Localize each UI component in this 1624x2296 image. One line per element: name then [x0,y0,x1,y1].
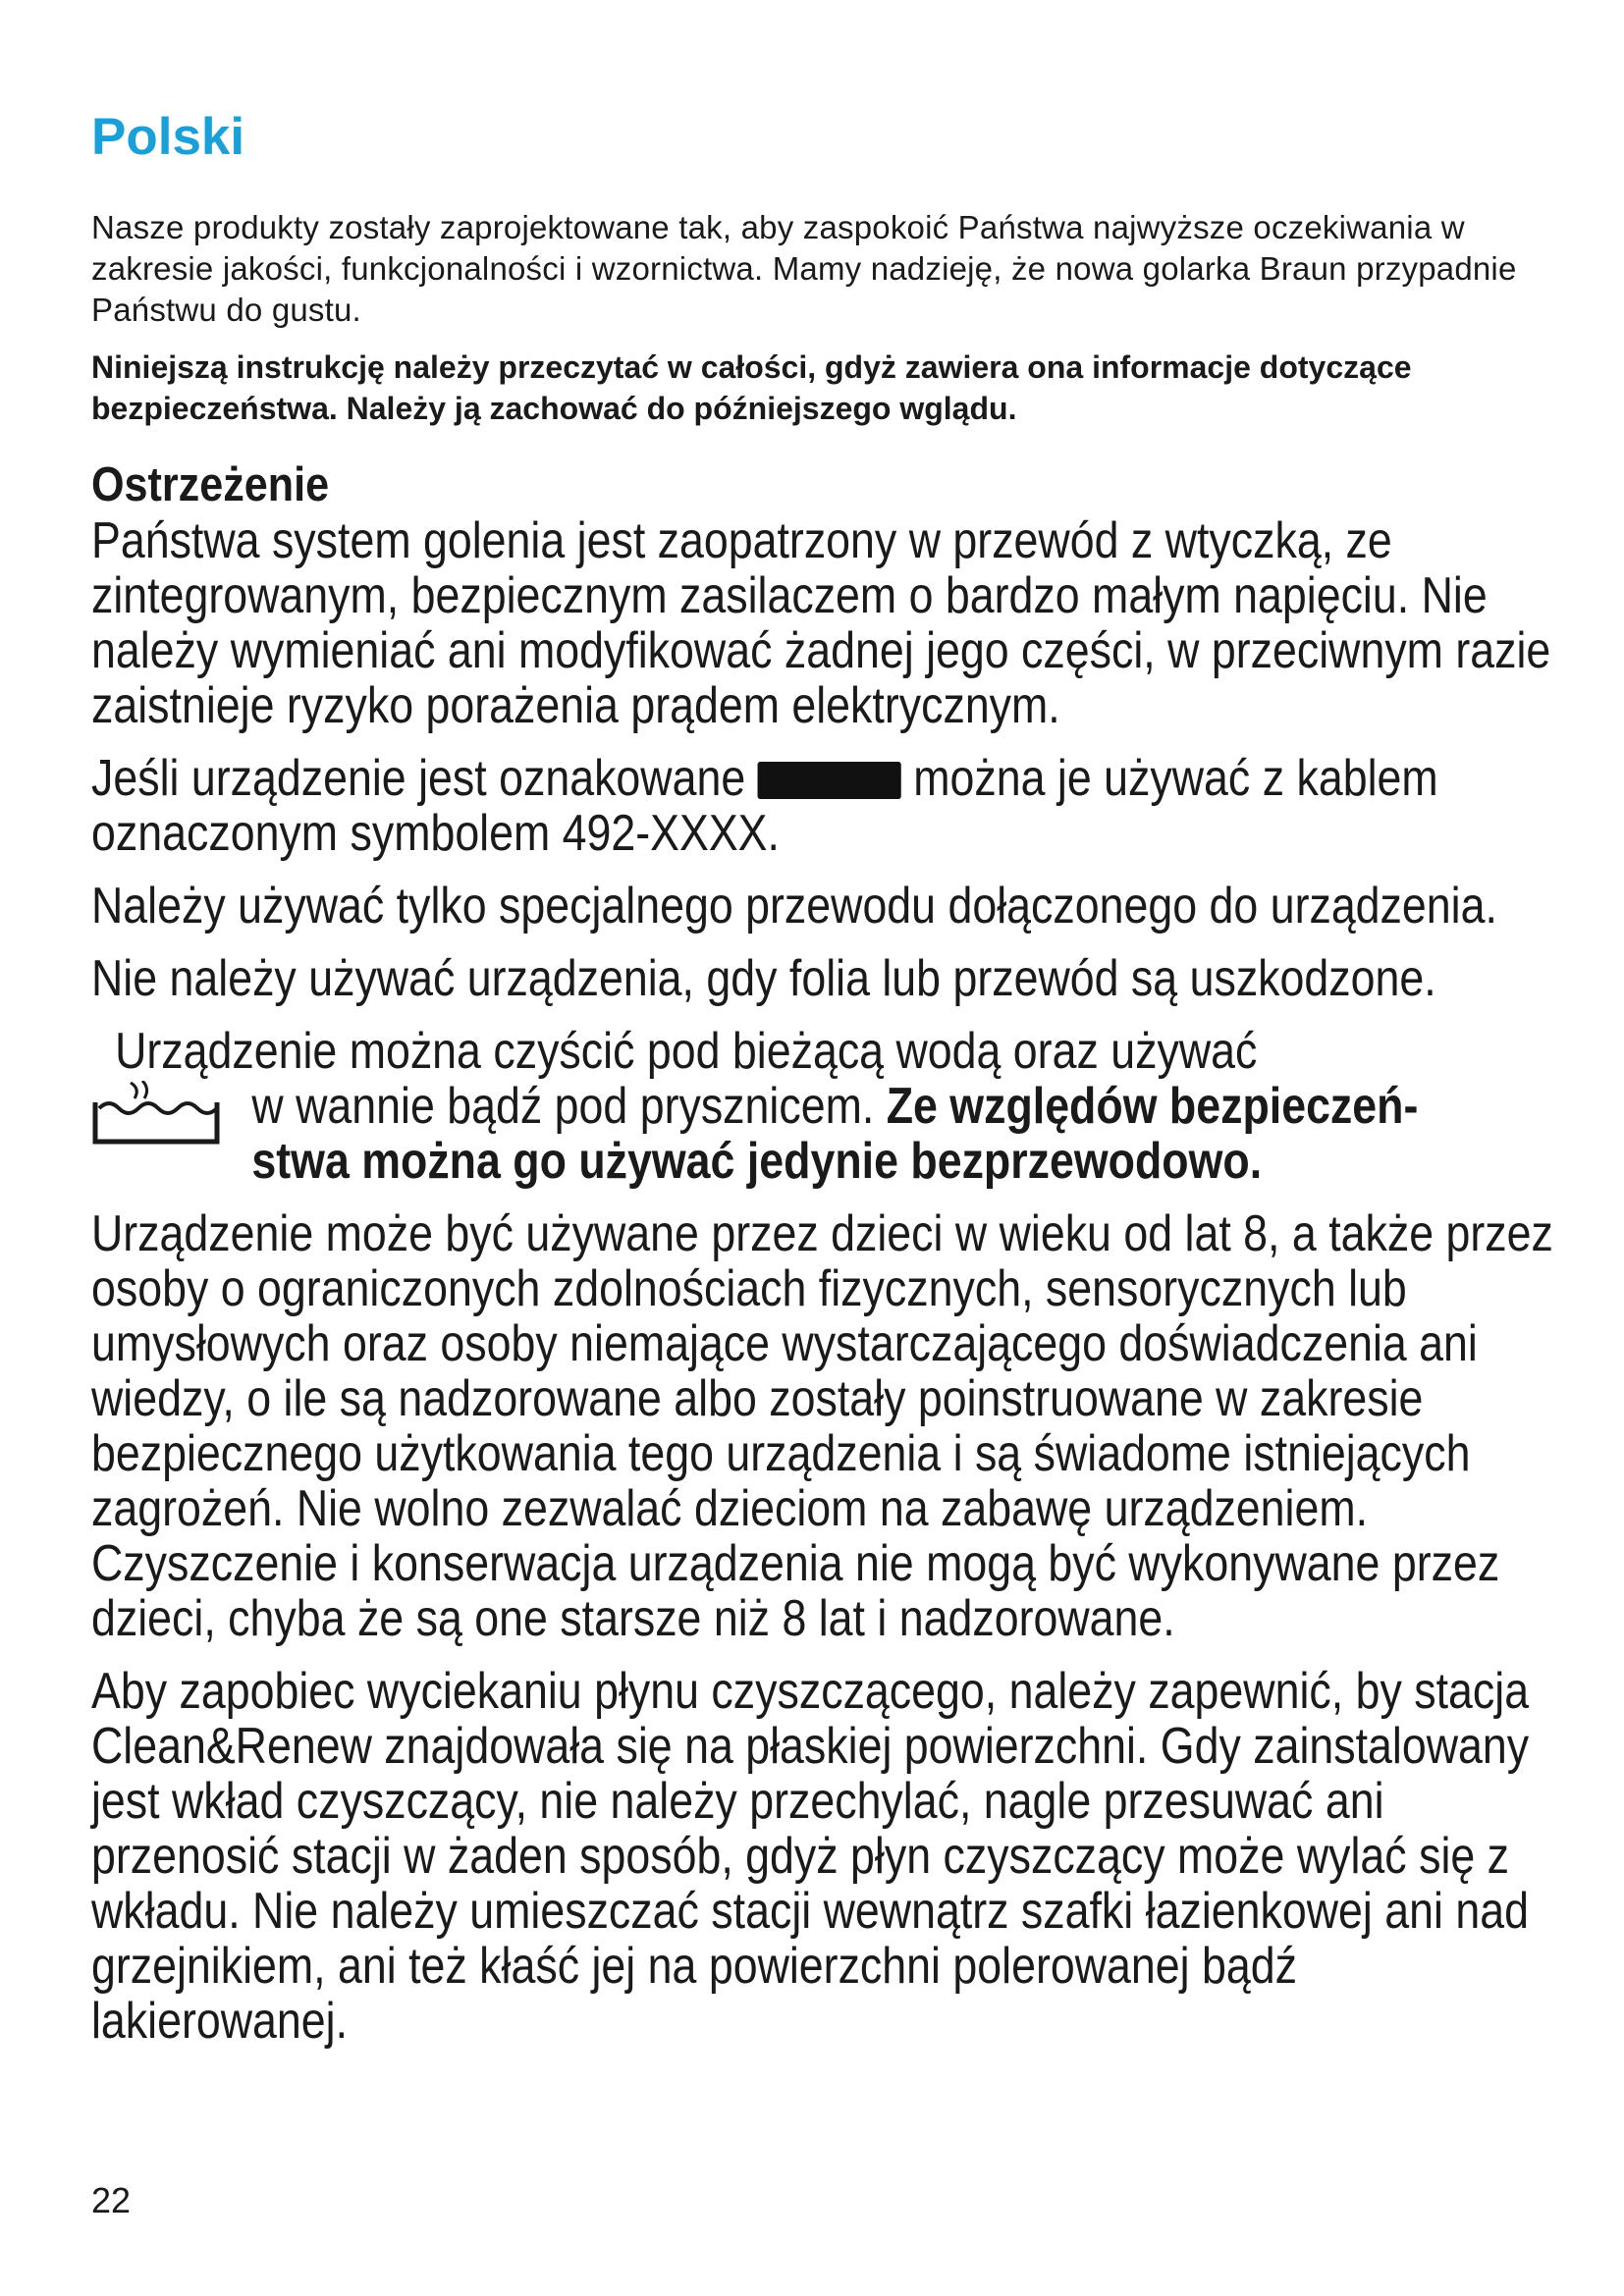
warning-paragraph-6: Urządzenie może być używane przez dzieci w wieku od lat 8, a także przez osoby o ograniczonych zdolnościach fizycznych, sensorycznych lub umysłowych oraz osoby niemające wystarczającego doświadczenia ani wiedzy, o ile są nadzorowane albo zostały poinstruowane w zakresie bezpiecznego użytkowania tego urządzenia i są świadome istniejących zagrożeń. Nie wolno zezwalać dzieciom na zabawę urządzeniem. Czyszczenie i konserwacja urządzenia nie mogą być wykonywane przez dzieci, chyba że są one starsze niż 8 lat i nadzorowane. [91,1205,1553,1647]
warning-paragraph-2 [91,751,1560,861]
manual-page [91,103,1564,2066]
water-safety-block [91,1024,1564,1189]
warning-paragraph-7: Aby zapobiec wyciekaniu płynu czyszczącego, należy zapewnić, by stacja Clean&Renew znajdowała się na płaskiej powierzchni. Gdy zainstalowany jest wkład czyszczący, nie należy przechylać, nagle przesuwać ani przenosić stacji w żaden sposób, gdyż płyn czyszczący może wylać się z wkładu. Nie należy umieszczać stacji wewnątrz szafki łazienkowej ani nad grzejnikiem, ani też kłaść jej na powierzchni polerowanej bądź lakierowanej. [91,1663,1530,2050]
water-line-1: Urządzenie można czyścić pod bieżącą wodą oraz używać [115,1023,1258,1080]
redacted-mark [758,762,901,799]
water-bold-b: stwa można go używać jedynie bezprzewodowo. [251,1133,1263,1190]
language-heading: Polski [91,108,245,166]
intro-paragraph: Nasze produkty zostały zaprojektowane tak, aby zaspokoić Państwa najwyższe oczekiwania w zakresie jakości, funkcjonalności i wzornictwa. Mamy nadzieję, że nowa golarka Braun przypadnie Państwu do gustu. [91,209,1517,328]
water-line-2 [91,1079,1560,1134]
warning-paragraph-1: Państwa system golenia jest zaopatrzony w przewód z wtyczką, ze zintegrowanym, bezpiecznym zasilaczem o bardzo małym napięciu. Nie należy wymieniać ani modyfikować żadnej jego części, w przeciwnym razie zaistnieje ryzyko porażenia prądem elektrycznym. [91,512,1551,734]
warning-paragraph-3: Należy używać tylko specjalnego przewodu dołączonego do urządzenia. [91,878,1497,934]
p2-end: można je używać z kablem oznaczonym symbolem 492-XXXX. [91,750,1438,862]
p2-start: Jeśli urządzenie jest oznakowane [91,750,746,807]
warning-paragraph-4: Nie należy używać urządzenia, gdy folia lub przewód są uszkodzone. [91,950,1436,1007]
water-line-2-text: w wannie bądź pod prysznicem. [251,1078,875,1135]
water-bold-a: Ze względów bezpieczeń- [886,1078,1419,1135]
page-number: 22 [91,2180,132,2220]
intro-bold-paragraph: Niniejszą instrukcję należy przeczytać w całości, gdyż zawiera ona informacje dotyczące bezpieczeństwa. Należy ją zachować do późniejszego wglądu. [91,349,1412,426]
water-safety-text [91,1024,1560,1189]
warning-heading: Ostrzeżenie [91,458,330,511]
